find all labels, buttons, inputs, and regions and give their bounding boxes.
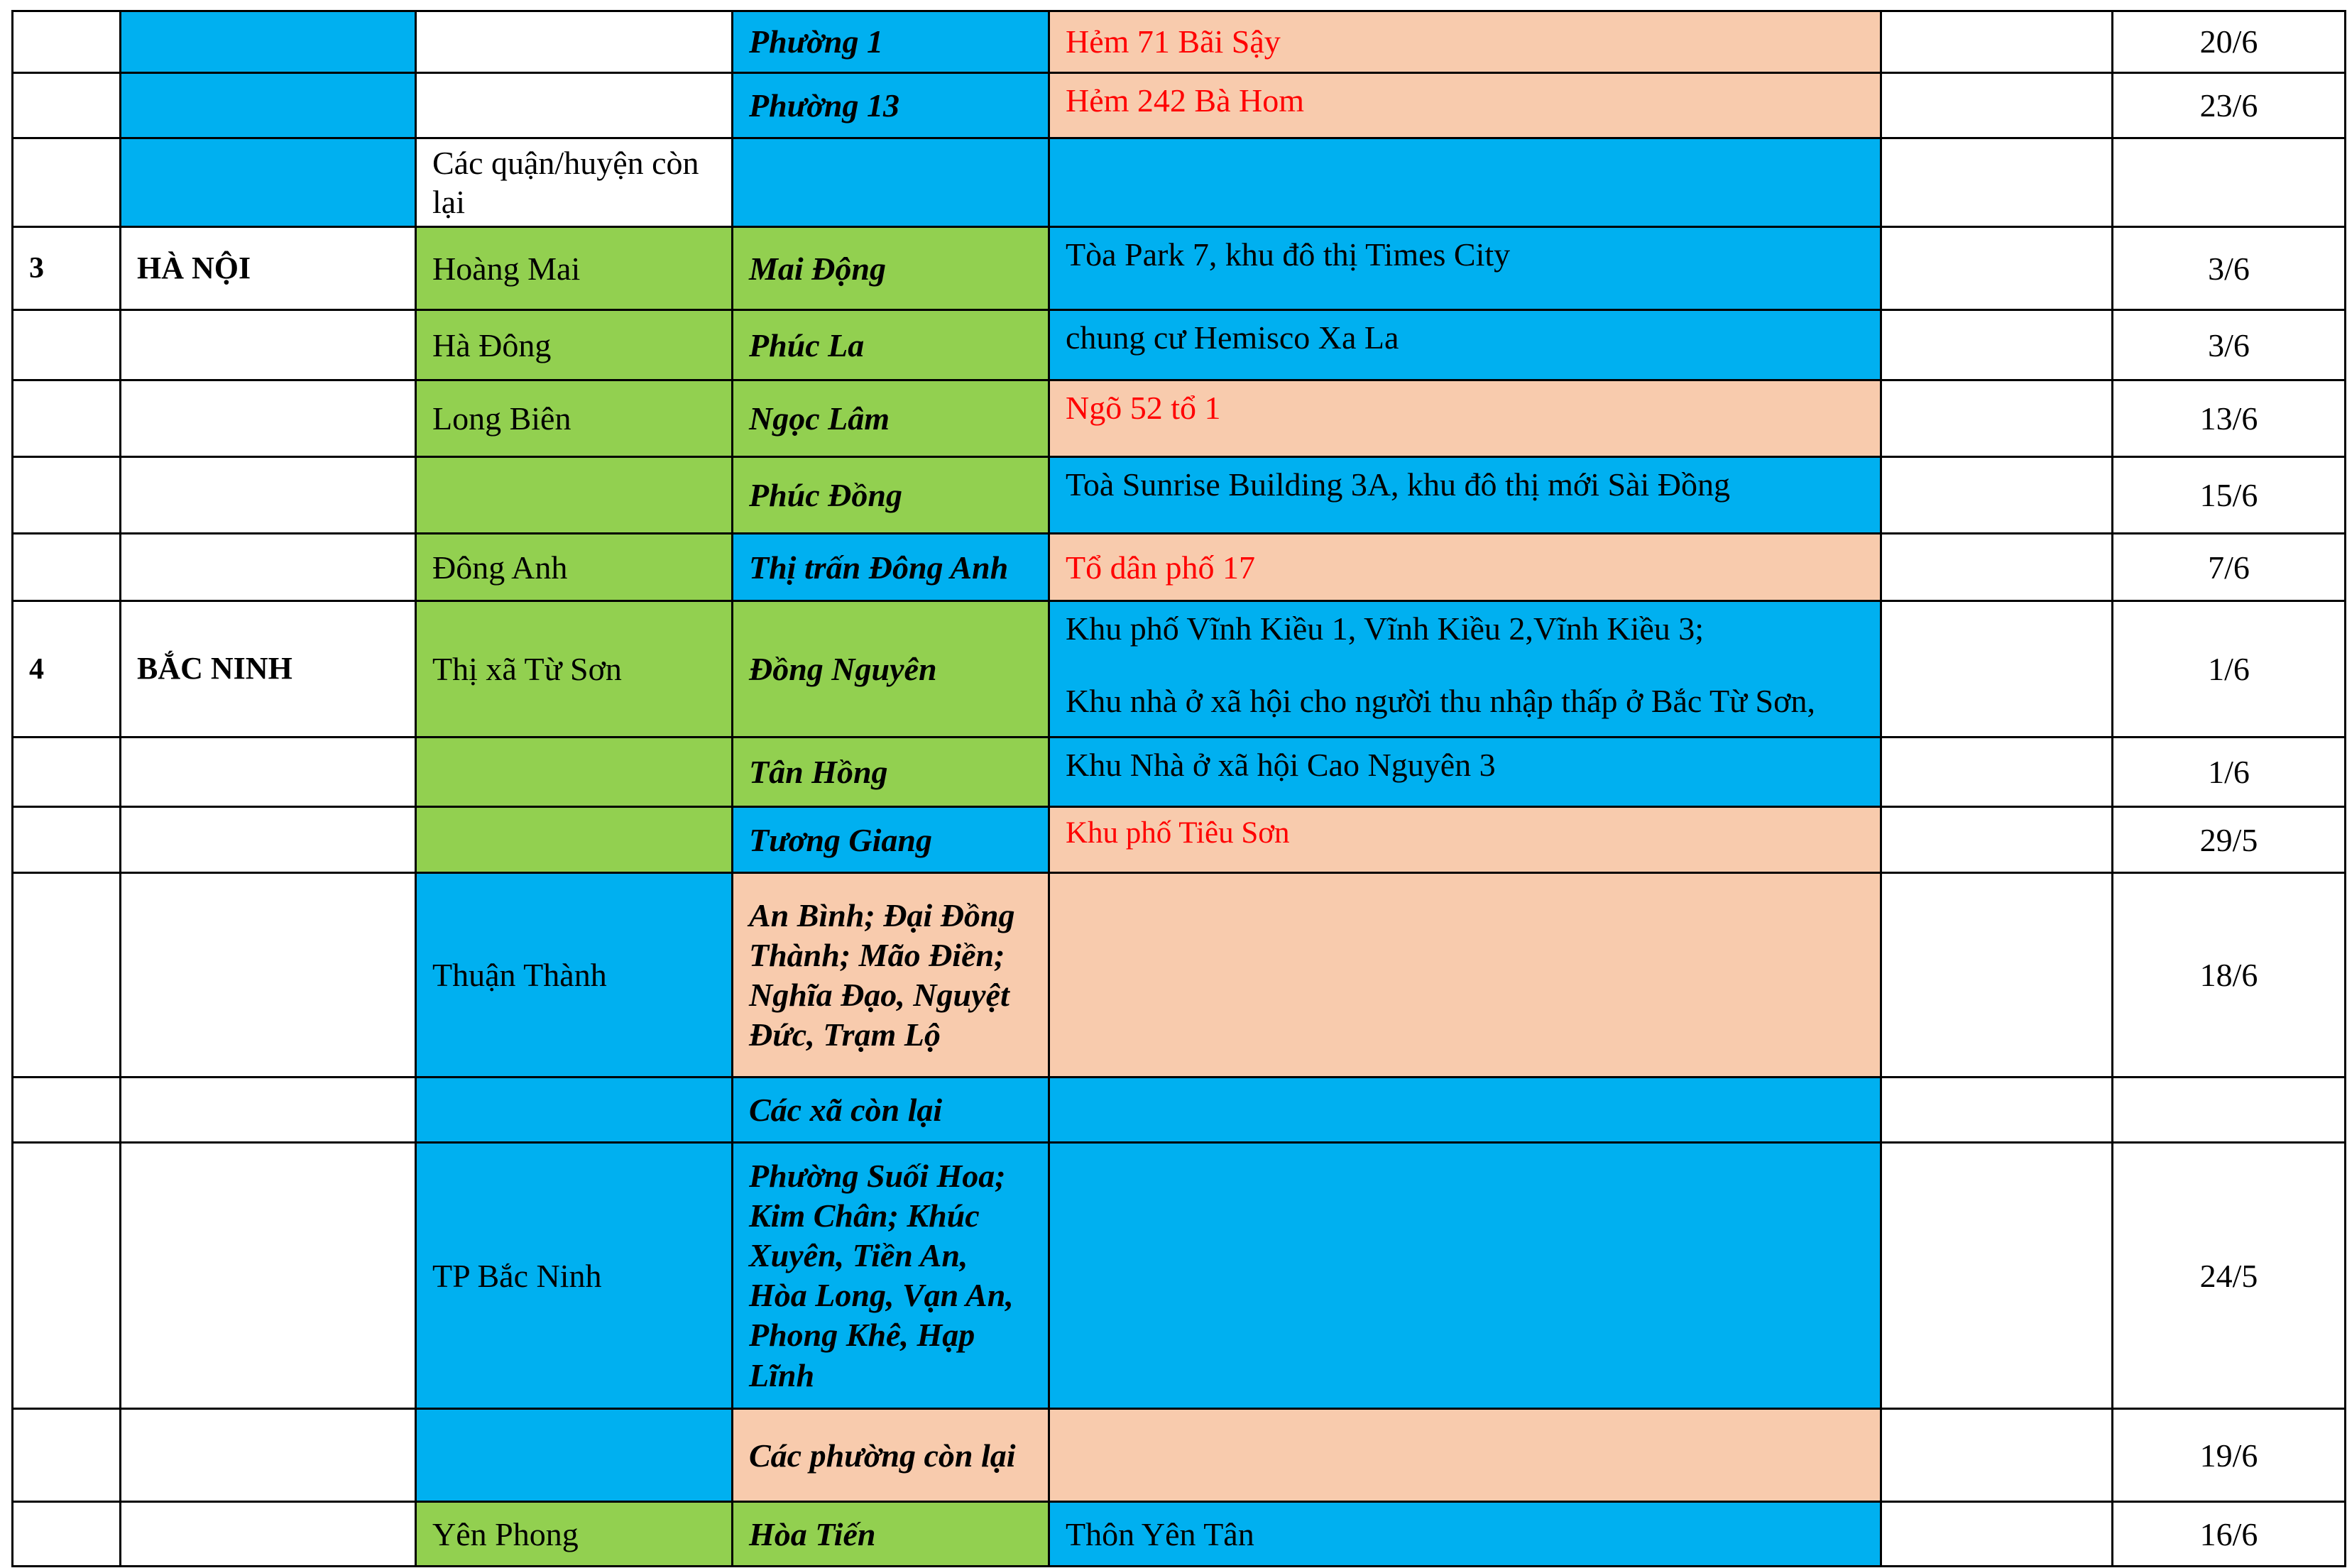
ward-cell: Phường Suối Hoa; Kim Chân; Khúc Xuyên, Tiền An, Hòa Long, Vạn An, Phong Khê, Hạp Lĩnh [733,1143,1049,1409]
district-cell [416,1078,733,1143]
date-cell: 1/6 [2113,738,2346,807]
district-cell [416,738,733,807]
date-cell: 18/6 [2113,873,2346,1078]
ward-cell [733,138,1049,227]
date-cell [2113,1078,2346,1143]
address-cell: Hẻm 242 Bà Hom [1049,73,1881,138]
district-cell: TP Bắc Ninh [416,1143,733,1409]
ward-cell: Các xã còn lại [733,1078,1049,1143]
table-row [13,738,2346,807]
stt-cell [13,1409,121,1502]
district-cell: Các quận/huyện còn lại [416,138,733,227]
address-cell [1049,601,1881,738]
address-cell [1049,138,1881,227]
ward-cell: Phúc Đồng [733,457,1049,534]
stt-cell [13,1143,121,1409]
district-cell: Long Biên [416,380,733,457]
ward-cell: Các phường còn lại [733,1409,1049,1502]
note-cell [1881,1502,2113,1567]
province-cell [121,534,416,601]
table-row [13,1409,2346,1502]
date-cell [2113,138,2346,227]
note-cell [1881,807,2113,873]
address-cell: Ngõ 52 tổ 1 [1049,380,1881,457]
note-cell [1881,534,2113,601]
district-cell [416,73,733,138]
ward-cell: Phường 13 [733,73,1049,138]
stt-cell [13,1078,121,1143]
address-cell: Hẻm 71 Bãi Sậy [1049,11,1881,73]
note-cell [1881,1143,2113,1409]
address-cell: Khu phố Tiêu Sơn [1049,807,1881,873]
note-cell [1881,457,2113,534]
province-cell [121,1409,416,1502]
district-cell: Đông Anh [416,534,733,601]
note-cell [1881,380,2113,457]
table-row [13,227,2346,310]
stt-cell [13,73,121,138]
date-cell: 15/6 [2113,457,2346,534]
address-cell: Tổ dân phố 17 [1049,534,1881,601]
province-cell [121,873,416,1078]
date-cell: 16/6 [2113,1502,2346,1567]
stt-cell [13,11,121,73]
date-cell: 23/6 [2113,73,2346,138]
stt-cell: 3 [13,227,121,310]
table-row [13,807,2346,873]
table-row [13,310,2346,380]
date-cell: 13/6 [2113,380,2346,457]
table-row [13,11,2346,73]
district-cell: Hà Đông [416,310,733,380]
ward-cell: Hòa Tiến [733,1502,1049,1567]
stt-cell [13,138,121,227]
address-cell: Khu Nhà ở xã hội Cao Nguyên 3 [1049,738,1881,807]
table-row [13,534,2346,601]
ward-cell: Đồng Nguyên [733,601,1049,738]
district-cell [416,807,733,873]
district-cell [416,11,733,73]
note-cell [1881,1409,2113,1502]
date-cell: 3/6 [2113,227,2346,310]
address-cell [1049,1409,1881,1502]
address-cell: chung cư Hemisco Xa La [1049,310,1881,380]
province-cell [121,11,416,73]
district-cell [416,457,733,534]
stt-cell [13,380,121,457]
stt-cell [13,534,121,601]
province-cell: HÀ NỘI [121,227,416,310]
district-cell: Hoàng Mai [416,227,733,310]
district-cell: Thị xã Từ Sơn [416,601,733,738]
table-row [13,1143,2346,1409]
province-cell [121,457,416,534]
date-cell: 19/6 [2113,1409,2346,1502]
ward-cell: Tân Hồng [733,738,1049,807]
table-row [13,1502,2346,1567]
note-cell [1881,138,2113,227]
table-row [13,1078,2346,1143]
note-cell [1881,1078,2113,1143]
ward-cell: Tương Giang [733,807,1049,873]
stt-cell [13,457,121,534]
province-cell [121,310,416,380]
note-cell [1881,11,2113,73]
table-row [13,138,2346,227]
ward-cell: Phúc La [733,310,1049,380]
province-cell [121,1143,416,1409]
ward-cell: Phường 1 [733,11,1049,73]
table-row [13,873,2346,1078]
address-line: Khu phố Vĩnh Kiều 1, Vĩnh Kiều 2,Vĩnh Kiều 3; [1066,610,1705,647]
ward-cell: Ngọc Lâm [733,380,1049,457]
date-cell: 7/6 [2113,534,2346,601]
province-cell: BẮC NINH [121,601,416,738]
note-cell [1881,738,2113,807]
note-cell [1881,310,2113,380]
note-cell [1881,601,2113,738]
date-cell: 3/6 [2113,310,2346,380]
province-cell [121,738,416,807]
table-row [13,380,2346,457]
date-cell: 29/5 [2113,807,2346,873]
address-cell: Toà Sunrise Building 3A, khu đô thị mới Sài Đồng [1049,457,1881,534]
province-cell [121,380,416,457]
province-cell [121,1078,416,1143]
address-cell [1049,1078,1881,1143]
date-cell: 24/5 [2113,1143,2346,1409]
table-row [13,457,2346,534]
district-cell: Yên Phong [416,1502,733,1567]
stt-cell [13,310,121,380]
note-cell [1881,227,2113,310]
province-cell [121,807,416,873]
stt-cell [13,873,121,1078]
table-row [13,601,2346,738]
province-cell [121,73,416,138]
address-line: Khu nhà ở xã hội cho người thu nhập thấp ở Bắc Từ Sơn, [1066,682,1815,719]
district-cell: Thuận Thành [416,873,733,1078]
stt-cell [13,1502,121,1567]
ward-cell: Mai Động [733,227,1049,310]
ward-cell: Thị trấn Đông Anh [733,534,1049,601]
address-cell: Thôn Yên Tân [1049,1502,1881,1567]
stt-cell [13,807,121,873]
address-cell [1049,873,1881,1078]
ward-cell: An Bình; Đại Đồng Thành; Mão Điền; Nghĩa Đạo, Nguyệt Đức, Trạm Lộ [733,873,1049,1078]
stt-cell [13,738,121,807]
province-cell [121,138,416,227]
address-cell: Tòa Park 7, khu đô thị Times City [1049,227,1881,310]
province-cell [121,1502,416,1567]
note-cell [1881,873,2113,1078]
district-cell [416,1409,733,1502]
outbreak-table [11,10,2346,1567]
table-row [13,73,2346,138]
note-cell [1881,73,2113,138]
date-cell: 1/6 [2113,601,2346,738]
address-cell [1049,1143,1881,1409]
stt-cell: 4 [13,601,121,738]
date-cell: 20/6 [2113,11,2346,73]
